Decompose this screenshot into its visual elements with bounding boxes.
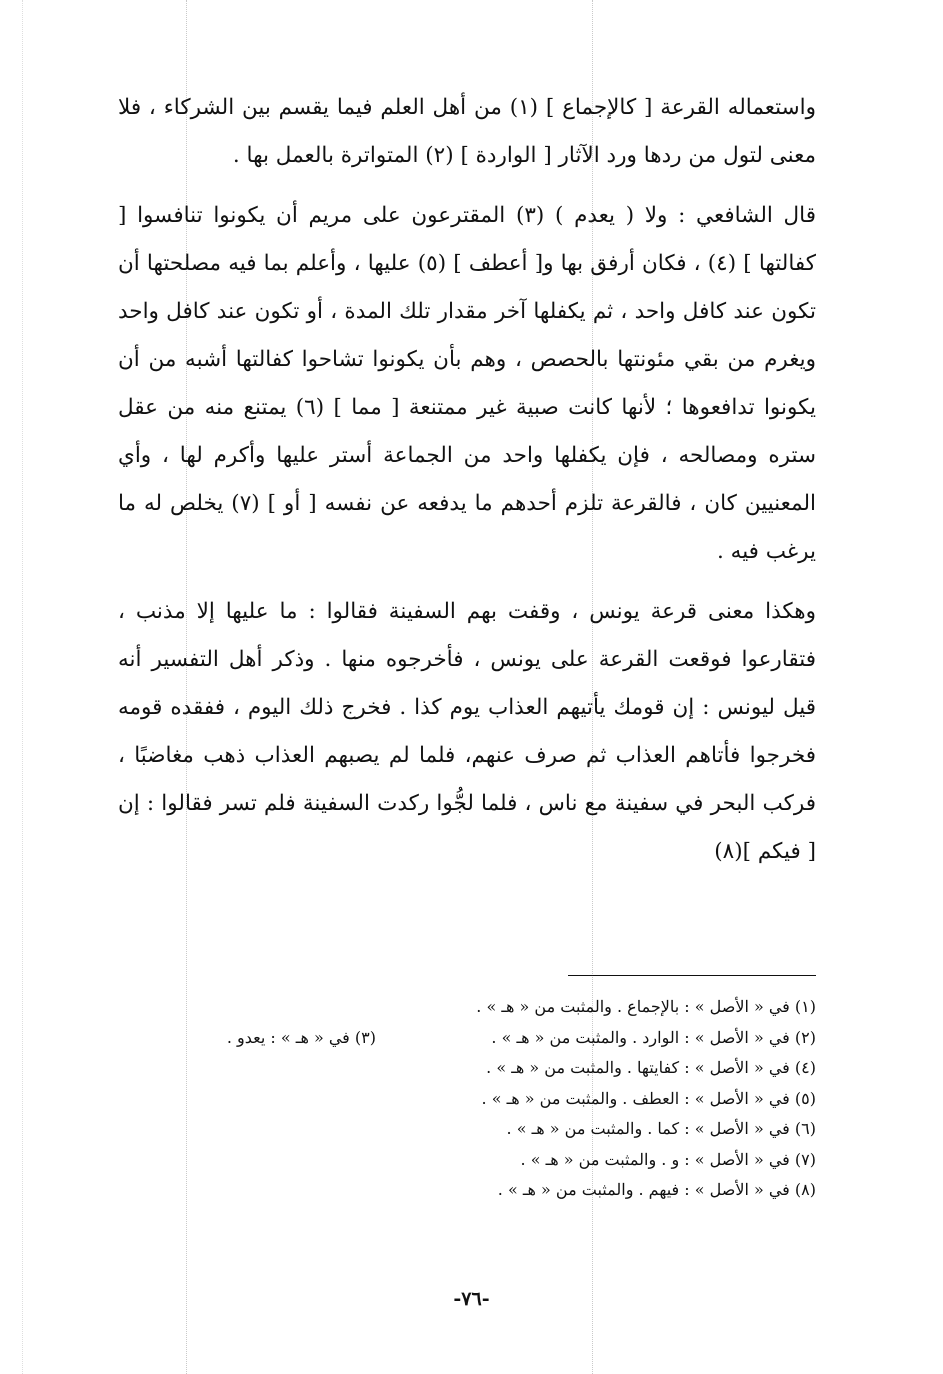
- footnote-2: (٢) في « الأصل » : الوارد . والمثبت من « هـ » .: [491, 1027, 816, 1047]
- main-text: [118, 84, 816, 876]
- footnote-6: (٦) في « الأصل » : كما . والمثبت من « هـ » .: [506, 1119, 816, 1138]
- footnote-row: [118, 1084, 816, 1115]
- paragraph-2: قال الشافعي : ولا ( يعدم ) (٣) المقترعون على مريم أن يكونوا تنافسوا [ كفالتها ] (٤) ، فكان أرفق بها و[ أعطف ] (٥) عليها ، وأعلم بما فيه مصلحتها أن تكون عند كافل واحد ، ثم يكفلها آخر مقدار تلك المدة ، أو تكون عند كافل واحد ويغرم من بقي مئونتها بالحصص ، وهم بأن يكونوا تشاحوا كفالتها أشبه من أن يكونوا تدافعوها ؛ لأنها كانت صبية غير ممتنعة [ مما ] (٦) يمتنع منه من عقل ستره ومصالحه ، فإن يكفلها واحد من الجماعة أستر عليها وأكرم لها ، وأي المعنيين كان ، فالقرعة تلزم أحدهم ما يدفعه عن نفسه [ أو ] (٧) يخلص له ما يرغب فيه .: [118, 203, 816, 564]
- footnotes: [118, 992, 816, 1206]
- scan-artifact-line: [22, 0, 23, 1374]
- paragraph-1: واستعماله القرعة [ كالإجماع ] (١) من أهل العلم فيما يقسم بين الشركاء ، فلا معنى لتول من ردها ورد الآثار [ الواردة ] (٢) المتواترة بالعمل بها .: [118, 95, 816, 168]
- footnote-7: (٧) في « الأصل » : و . والمثبت من « هـ » .: [520, 1149, 816, 1169]
- footnote-8: (٨) في « الأصل » : فيهم . والمثبت من « هـ » .: [497, 1180, 816, 1199]
- footnote-row: [118, 992, 816, 1023]
- footnote-row: [118, 1023, 816, 1054]
- footnote-4: (٤) في « الأصل » : كفايتها . والمثبت من « هـ » .: [486, 1058, 816, 1077]
- footnote-5: (٥) في « الأصل » : العطف . والمثبت من « هـ » .: [481, 1088, 816, 1108]
- page-number: -٧٦-: [453, 1288, 490, 1310]
- footnote-separator: [568, 975, 816, 976]
- footnote-row: [118, 1053, 816, 1084]
- footnote-row: [118, 1114, 816, 1145]
- footnote-1: (١) في « الأصل » : بالإجماع . والمثبت من « هـ » .: [476, 997, 816, 1016]
- footnote-row: [118, 1145, 816, 1176]
- paragraph-3: وهكذا معنى قرعة يونس ، وقفت بهم السفينة فقالوا : ما عليها إلا مذنب ، فتقارعوا فوقعت القرعة على يونس ، فأخرجوه منها . وذكر أهل التفسير أنه قيل ليونس : إن قومك يأتيهم العذاب يوم كذا . فخرج ذلك اليوم ، ففقده قومه فخرجوا فأتاهم العذاب ثم صرف عنهم، فلما لم يصبهم العذاب ذهب مغاضبًا ، فركب البحر في سفينة مع ناس ، فلما لجُّوا ركدت السفينة فلم تسر فقالوا : إن [ فيكم ](٨): [118, 599, 816, 864]
- footnote-row: [118, 1175, 816, 1206]
- footnote-3: (٣) في « هـ » : يعدو .: [226, 1027, 376, 1047]
